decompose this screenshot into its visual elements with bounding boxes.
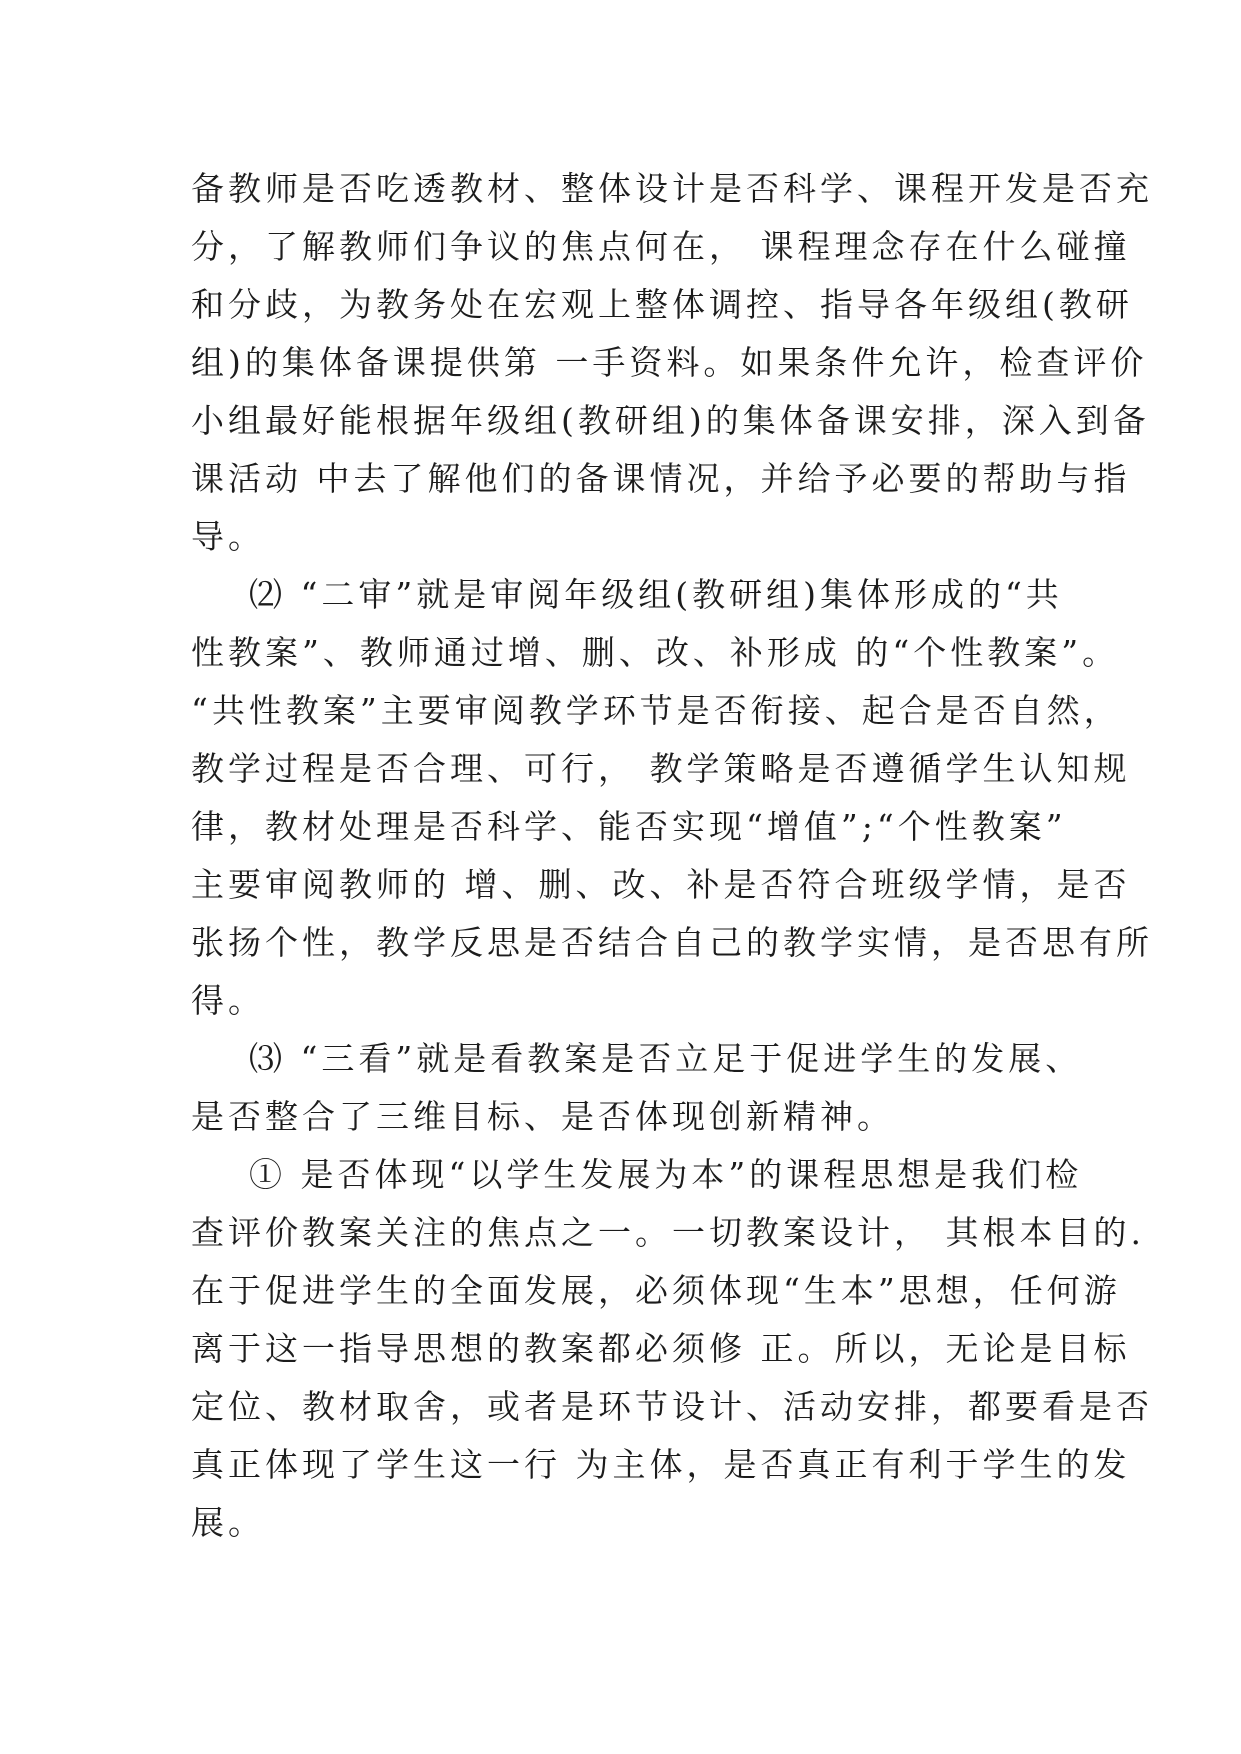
text-line: 定位、教材取舍，或者是环节设计、活动安排，都要看是否 [191,1387,1153,1426]
text-line: ① 是否体现“以学生发展为本”的课程思想是我们检 [191,1155,1083,1194]
text-line: 分，了解教师们争议的焦点何在， 课程理念存在什么碰撞 [191,227,1131,266]
text-line: 组)的集体备课提供第 一手资料。如果条件允许，检查评价 [191,343,1148,382]
text-line: 和分歧，为教务处在宏观上整体调控、指导各年级组(教研 [191,285,1133,324]
text-line: “共性教案”主要审阅教学环节是否衔接、起合是否自然， [191,691,1121,730]
text-line: ⑶ “三看”就是看教案是否立足于促进学生的发展、 [191,1039,1083,1078]
text-line: 教学过程是否合理、可行， 教学策略是否遵循学生认知规 [191,749,1131,788]
text-line: 课活动 中去了解他们的备课情况，并给予必要的帮助与指 [191,459,1131,498]
text-line: 小组最好能根据年级组(教研组)的集体备课安排，深入到备 [191,401,1150,440]
text-line: ⑵ “二审”就是审阅年级组(教研组)集体形成的“共 [191,575,1063,614]
text-line: 展。 [191,1503,265,1542]
text-line: 真正体现了学生这一行 为主体，是否真正有利于学生的发 [191,1445,1131,1484]
text-line: 离于这一指导思想的教案都必须修 正。所以，无论是目标 [191,1329,1131,1368]
text-line: 主要审阅教师的 增、删、改、补是否符合班级学情，是否 [191,865,1131,904]
body-text [191,160,1153,1552]
text-line: 张扬个性，教学反思是否结合自己的教学实情，是否思有所 [191,923,1153,962]
text-line: 备教师是否吃透教材、整体设计是否科学、课程开发是否充 [191,169,1153,208]
text-line: 查评价教案关注的焦点之一。一切教案设计， 其根本目的. [191,1213,1145,1252]
text-line: 导。 [191,517,265,556]
text-line: 是否整合了三维目标、是否体现创新精神。 [191,1097,894,1136]
text-line: 得。 [191,981,265,1020]
text-line: 在于促进学生的全面发展，必须体现“生本”思想，任何游 [191,1271,1121,1310]
text-line: 律，教材处理是否科学、能否实现“增值”;“个性教案” [191,807,1067,846]
text-line: 性教案”、教师通过增、删、改、补形成 的“个性教案”。 [191,633,1120,672]
